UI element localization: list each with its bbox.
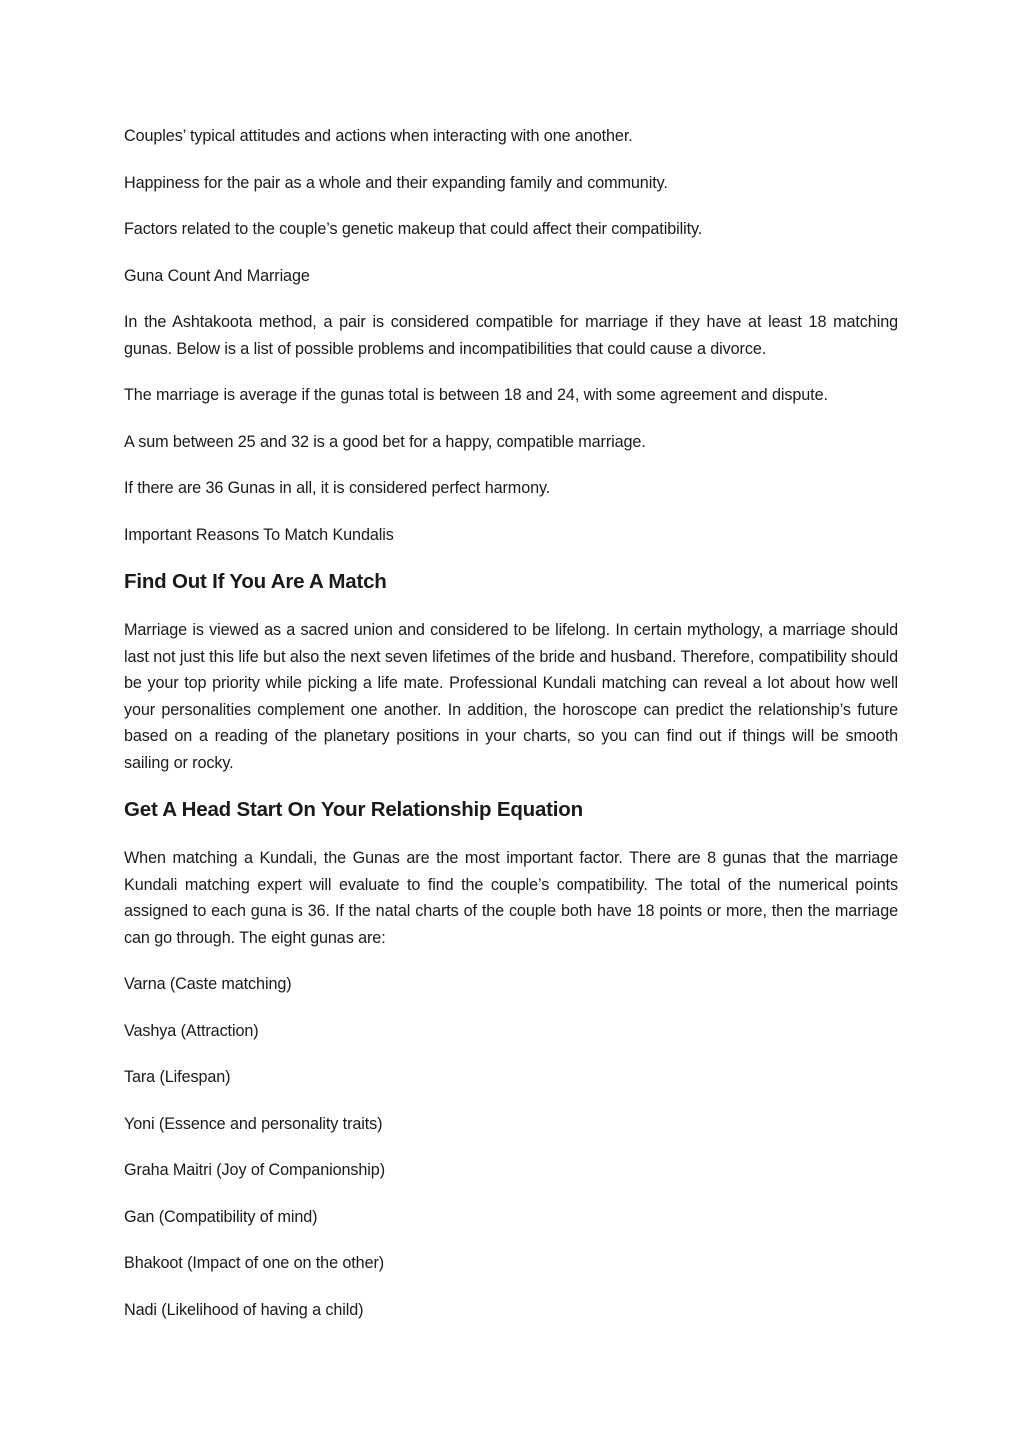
section-body-match: Marriage is viewed as a sacred union and considered to be lifelong. In certain mythology, a marriage should last not just this life but also the next seven lifetimes of the bride and husband. Therefore, compatibility should be your top priority while picking a life mate. Professional Kundali matching can reveal a lot about how well your personalities complement one another. In addition, the horoscope can predict the relationship’s future based on a reading of the planetary positions in your charts, so you can find out if things will be smooth sailing or rocky. xyxy=(124,621,898,772)
range-paragraph: If there are 36 Gunas in all, it is considered perfect harmony. xyxy=(124,479,551,497)
intro-paragraph: Factors related to the couple’s genetic makeup that could affect their compatibility. xyxy=(124,220,703,238)
guna-item-gan: Gan (Compatibility of mind) xyxy=(124,1207,318,1226)
guna-item-varna: Varna (Caste matching) xyxy=(124,975,292,993)
range-paragraph: The marriage is average if the gunas total is between 18 and 24, with some agreement and dispute. xyxy=(124,386,828,404)
guna-item-tara: Tara (Lifespan) xyxy=(124,1068,231,1086)
range-paragraph: A sum between 25 and 32 is a good bet for a happy, compatible marriage. xyxy=(124,432,646,451)
section-heading-head-start: Get A Head Start On Your Relationship Equation xyxy=(124,798,583,821)
guna-item-vashya: Vashya (Attraction) xyxy=(124,1021,259,1040)
guna-item-bhakoot: Bhakoot (Impact of one on the other) xyxy=(124,1254,385,1272)
intro-paragraph: Couples’ typical attitudes and actions when interacting with one another. xyxy=(124,127,633,145)
reasons-label: Important Reasons To Match Kundalis xyxy=(124,525,394,544)
guna-item-yoni: Yoni (Essence and personality traits) xyxy=(124,1114,383,1133)
guna-item-nadi: Nadi (Likelihood of having a child) xyxy=(124,1300,364,1319)
ashtakoota-paragraph: In the Ashtakoota method, a pair is considered compatible for marriage if they have at least 18 matching gunas. Below is a list of possible problems and incompatibilities that could cause a divorce. xyxy=(124,313,898,358)
document-page xyxy=(124,123,898,1343)
intro-paragraph: Happiness for the pair as a whole and their expanding family and community. xyxy=(124,173,668,192)
guna-count-label: Guna Count And Marriage xyxy=(124,266,310,285)
section-heading-match: Find Out If You Are A Match xyxy=(124,570,387,593)
guna-item-graha-maitri: Graha Maitri (Joy of Companionship) xyxy=(124,1161,386,1179)
section-body-head-start: When matching a Kundali, the Gunas are the most important factor. There are 8 gunas that the marriage Kundali matching expert will evaluate to find the couple’s compatibility. The total of the numerical points assigned to each guna is 36. If the natal charts of the couple both have 18 points or more, then the marriage can go through. The eight gunas are: xyxy=(124,849,898,947)
